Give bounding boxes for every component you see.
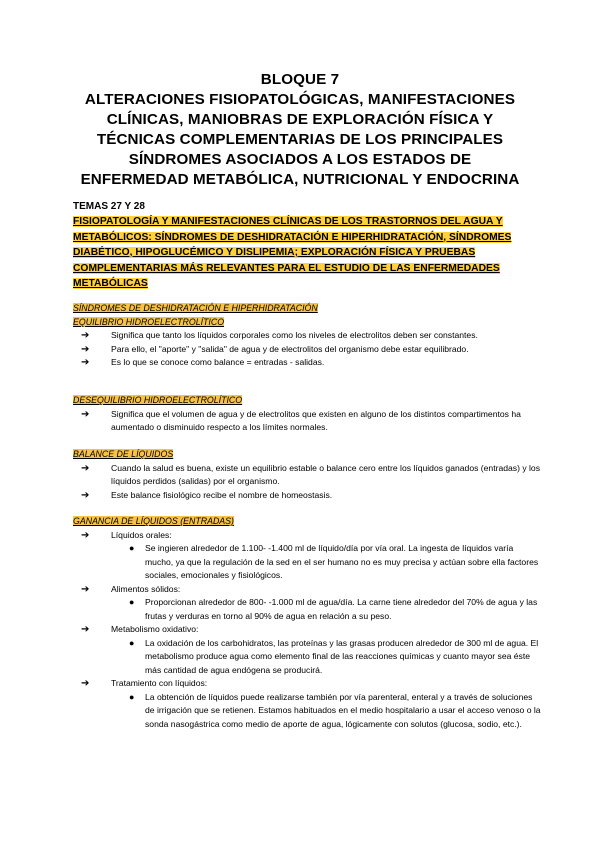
section-heading: [73, 448, 543, 462]
title-line: SÍNDROMES ASOCIADOS A LOS ESTADOS DE: [128, 151, 472, 168]
arrow-icon: ➔: [81, 343, 90, 355]
arrow-icon: ➔: [81, 489, 90, 501]
list-item: [73, 583, 543, 597]
section-heading: [73, 394, 543, 408]
arrow-icon: ➔: [81, 583, 90, 595]
title-line: TÉCNICAS COMPLEMENTARIAS DE LOS PRINCIPALES: [96, 131, 504, 148]
arrow-list: [73, 623, 543, 637]
arrow-list: [73, 677, 543, 691]
title-line: ENFERMEDAD METABÓLICA, NUTRICIONAL Y ENDOCRINA: [80, 171, 520, 188]
section-heading-text: BALANCE DE LÍQUIDOS: [73, 449, 174, 459]
section-heading: [73, 515, 543, 529]
arrow-list: [73, 408, 543, 435]
section-heading: [73, 316, 543, 330]
section-balance: [73, 448, 543, 502]
arrow-icon: ➔: [81, 408, 90, 420]
section-desequilibrio: [73, 394, 543, 435]
arrow-icon: ➔: [81, 624, 90, 635]
list-item-text: Metabolismo oxidativo:: [111, 624, 199, 634]
bullet-item-text: La oxidación de los carbohidratos, las proteínas y las grasas producen alrededor de 300 ml de agua. El metabolismo produce agua como elemento final de las reacciones químicas y cuanto mayor sea éste más cantidad de agua endógena se producirá.: [145, 637, 539, 675]
bullet-item-text: Proporcionan alrededor de 800- -1.000 ml de agua/día. La carne tiene alrededor del 70% de agua y las frutas y verduras en torno al 90% de agua en relación a su peso.: [145, 597, 538, 621]
bullet-item: [73, 596, 543, 623]
title-line: CLÍNICAS, MANIOBRAS DE EXPLORACIÓN FÍSICA Y: [106, 111, 494, 128]
title-line: BLOQUE 7: [260, 71, 340, 88]
list-item-text: Alimentos sólidos:: [111, 583, 181, 594]
bullet-item: [73, 691, 543, 732]
section-heading-text: GANANCIA DE LÍQUIDOS (ENTRADAS): [73, 516, 234, 526]
section-heading-text: DESEQUILIBRIO HIDROELECTROLÍTICO: [73, 395, 243, 405]
list-item-text: Para ello, el "aporte" y "salida" de agua y de electrolitos del organismo debe estar equilibrado.: [111, 343, 469, 354]
temas-heading-text: FISIOPATOLOGÍA Y MANIFESTACIONES CLÍNICAS DE LOS TRASTORNOS DEL AGUA Y METABÓLICOS: SÍNDROMES DE DESHIDRATACIÓN E HIPERHIDRATACIÓN, SÍNDROMES DIABÉTICO, HIPOGLUCÉMICO Y DISLIPEMIA; EXPLORACIÓN FÍSICA Y PRUEBAS COMPLEMENTARIAS MÁS RELEVANTES PARA EL ESTUDIO DE LAS ENFERMEDADES METABÓLICAS: [73, 216, 512, 289]
section-heading: [73, 302, 543, 316]
list-item: [73, 677, 543, 691]
list-item-text: Significa que el volumen de agua y de electrolitos que existen en alguno de los distintos compartimentos ha aumentado o disminuido respecto a los límites normales.: [111, 408, 521, 432]
temas-block: [73, 200, 543, 292]
bullet-icon: ●: [129, 691, 135, 702]
bullet-item: [73, 542, 543, 583]
list-item-text: Este balance fisiológico recibe el nombre de homeostasis.: [111, 489, 333, 500]
document-title: [40, 70, 560, 190]
arrow-icon: ➔: [81, 330, 90, 341]
list-item: [73, 343, 543, 357]
arrow-icon: ➔: [81, 357, 90, 368]
list-item: [73, 356, 543, 370]
list-item: [73, 529, 543, 543]
bullet-list: [73, 637, 543, 678]
list-item: [73, 329, 543, 343]
bullet-list: [73, 596, 543, 623]
bullet-item-text: La obtención de líquidos puede realizarse también por vía parenteral, enteral y a través de soluciones de irrigación que se retienen. Estamos habituados en el medio hospitalario a usar el acceso venoso o la sonda nasogástrica como medio de aporte de agua, lógicamente con solutos (glucosa, sodio, etc.).: [145, 691, 541, 729]
arrow-list: [73, 462, 543, 503]
list-item-text: Es lo que se conoce como balance = entradas - salidas.: [111, 357, 325, 367]
section-equilibrio: [73, 302, 543, 370]
bullet-list: [73, 691, 543, 732]
section-heading-text: SÍNDROMES DE DESHIDRATACIÓN E HIPERHIDRATACIÓN: [73, 303, 318, 313]
list-item: [73, 408, 543, 435]
list-item-text: Líquidos orales:: [111, 529, 172, 540]
arrow-icon: ➔: [81, 529, 90, 541]
list-item: [73, 489, 543, 503]
arrow-icon: ➔: [81, 462, 90, 474]
list-item-text: Significa que tanto los líquidos corporales como los niveles de electrolitos deben ser constantes.: [111, 330, 478, 340]
bullet-icon: ●: [129, 637, 135, 648]
temas-heading: [73, 214, 543, 292]
list-item-text: Tratamiento con líquidos:: [111, 678, 208, 688]
bullet-item-text: Se ingieren alrededor de 1.100- -1.400 ml de líquido/día por vía oral. La ingesta de líquidos varía mucho, ya que la regulación de la sed en el ser humano no es muy precisa y actúan sobre ella factores sociales, emocionales y fisiológicos.: [145, 543, 539, 580]
bullet-item: [73, 637, 543, 678]
list-item: [73, 623, 543, 637]
section-heading-text: EQUILIBRIO HIDROELECTROLÍTICO: [73, 316, 225, 327]
list-item: [73, 462, 543, 489]
title-line: ALTERACIONES FISIOPATOLÓGICAS, MANIFESTACIONES: [84, 91, 516, 108]
list-item-text: Cuando la salud es buena, existe un equilibrio estable o balance cero entre los líquidos ganados (entradas) y los líquidos perdidos (salidas) por el organismo.: [111, 462, 541, 486]
arrow-list: [73, 329, 543, 370]
arrow-list: [73, 529, 543, 543]
bullet-list: [73, 542, 543, 583]
section-ganancia: [73, 515, 543, 731]
bullet-icon: ●: [129, 543, 135, 553]
arrow-icon: ➔: [81, 678, 90, 689]
arrow-list: [73, 583, 543, 597]
temas-label: TEMAS 27 Y 28: [73, 201, 145, 212]
bullet-icon: ●: [129, 597, 135, 607]
